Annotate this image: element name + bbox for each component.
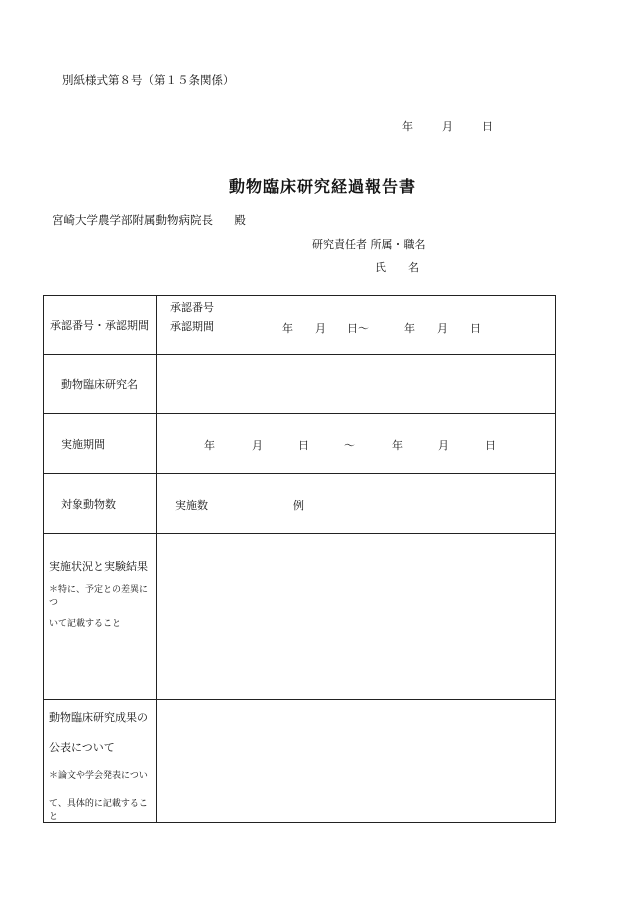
row-results: [44, 534, 556, 700]
results-value[interactable]: [157, 534, 556, 700]
approval-end-day: 日: [470, 322, 481, 335]
approval-value-cell[interactable]: [157, 296, 556, 355]
period-label: 実施期間: [61, 437, 105, 451]
approval-start-year: 年: [282, 322, 293, 335]
publication-value[interactable]: [157, 700, 556, 823]
results-label: 実施状況と実験結果: [49, 560, 148, 573]
animals-value-cell[interactable]: [157, 474, 556, 534]
row-period: [44, 414, 556, 474]
publication-note-line1: ＊論文や学会発表につい: [49, 771, 148, 781]
approval-end-month: 月: [437, 322, 448, 335]
study-name-label: 動物臨床研究名: [61, 378, 138, 391]
results-note-line1: ＊特に、予定との差異につ: [49, 585, 149, 608]
publication-label-line1: 動物臨床研究成果の: [49, 711, 148, 724]
row-animals: [44, 474, 556, 534]
animals-unit: 例: [293, 499, 304, 512]
row-study-name: [44, 355, 556, 414]
period-value-cell[interactable]: [157, 414, 556, 474]
date-month: 月: [442, 120, 453, 133]
researcher-affiliation-label: 研究責任者 所属・職名: [312, 238, 426, 251]
approval-label: 承認番号・承認期間: [50, 319, 149, 332]
researcher-name-label: 氏 名: [375, 261, 419, 274]
animals-label: 対象動物数: [61, 497, 116, 511]
period-end-day: 日: [485, 439, 496, 452]
approval-end-year: 年: [404, 322, 415, 335]
publication-note-line2: て、具体的に記載すること: [49, 799, 148, 822]
date-day: 日: [482, 120, 493, 133]
addressee-name: 宮崎大学農学部附属動物病院長: [52, 213, 213, 227]
form-number: 別紙様式第８号（第１５条関係）: [62, 73, 235, 87]
results-note-line2: いて記載すること: [49, 619, 122, 629]
period-start-year: 年: [204, 439, 215, 452]
addressee: [52, 212, 246, 228]
date-year: 年: [402, 120, 413, 133]
report-form-table: [43, 295, 556, 823]
approval-start-day: 日～: [347, 322, 369, 335]
document-title: 動物臨床研究経過報告書: [229, 177, 417, 196]
period-start-month: 月: [252, 439, 263, 452]
row-publication: [44, 700, 556, 823]
period-end-month: 月: [438, 439, 449, 452]
approval-number-label: 承認番号: [170, 301, 214, 314]
approval-period-label: 承認期間: [170, 320, 214, 333]
period-tilde: ～: [344, 439, 355, 452]
row-approval: [44, 296, 556, 355]
animals-count-label: 実施数: [175, 499, 208, 512]
date-line: [402, 118, 493, 134]
study-name-value[interactable]: [157, 355, 556, 414]
publication-label-line2: 公表について: [49, 741, 115, 754]
addressee-honorific: 殿: [234, 213, 246, 227]
period-end-year: 年: [392, 439, 403, 452]
period-start-day: 日: [298, 439, 309, 452]
approval-start-month: 月: [315, 322, 326, 335]
